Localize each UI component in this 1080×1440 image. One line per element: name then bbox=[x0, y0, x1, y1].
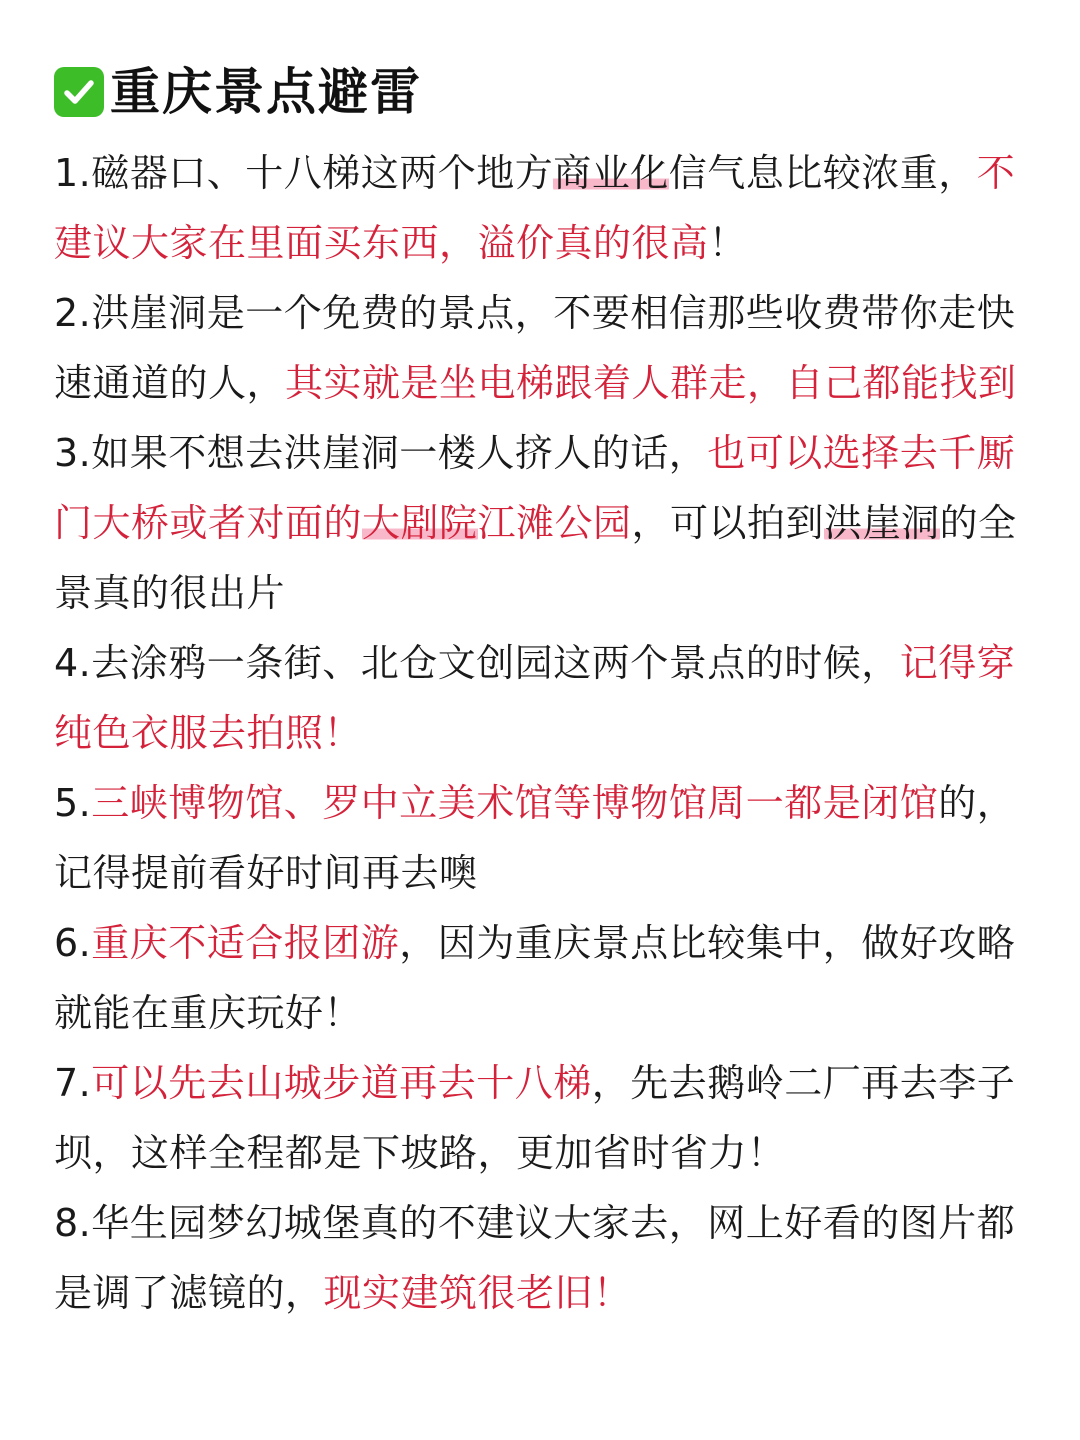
tip-text: 的全景真的很出片 bbox=[54, 501, 1017, 615]
tip-item-8 bbox=[54, 1188, 1034, 1328]
tip-text: 1.磁器口、十八梯这两个地方 bbox=[54, 151, 554, 195]
tip-text: ，可以拍到 bbox=[631, 501, 825, 545]
tip-text: 6. bbox=[54, 921, 92, 965]
emphasis-text: 也可以选择去千厮门大桥或者对面的 bbox=[54, 431, 1016, 545]
page-title: 重庆景点避雷 bbox=[110, 63, 422, 121]
tip-text: 8.华生园梦幻城堡真的不建议大家去，网上好看的图片都是调了滤镜的， bbox=[54, 1201, 1016, 1315]
tip-text: 3.如果不想去洪崖洞一楼人挤人的话， bbox=[54, 431, 708, 475]
tip-text: ！ bbox=[708, 221, 748, 265]
tip-text: ，因为重庆景点比较集中，做好攻略就能在重庆玩好！ bbox=[54, 921, 1016, 1035]
tip-item-1 bbox=[54, 138, 1034, 278]
title-row bbox=[54, 60, 422, 124]
tip-text: 7. bbox=[54, 1061, 92, 1105]
emphasis-text: 现实建筑很老旧！ bbox=[323, 1271, 632, 1315]
tip-text: 4.去涂鸦一条街、北仓文创园这两个景点的时候， bbox=[54, 641, 900, 685]
emphasis-text: 记得穿纯色衣服去拍照！ bbox=[54, 641, 1016, 755]
highlighted-emphasis-text: 大剧院 bbox=[362, 501, 478, 545]
tip-text: 的，记得提前看好时间再去噢 bbox=[54, 781, 1016, 895]
tip-text: 2.洪崖洞是一个免费的景点，不要相信那些收费带你走快速通道的人， bbox=[54, 291, 1016, 405]
tip-item-7 bbox=[54, 1048, 1034, 1188]
tips-list bbox=[54, 138, 1034, 1328]
emphasis-text: 重庆不适合报团游 bbox=[91, 921, 400, 965]
tip-text: 5. bbox=[54, 781, 92, 825]
emphasis-text: 江滩公园 bbox=[477, 501, 632, 545]
tip-text: 信气息比较浓重， bbox=[668, 151, 977, 195]
emphasis-text: 其实就是坐电梯跟着人群走，自己都能找到 bbox=[285, 361, 1017, 405]
tip-item-5 bbox=[54, 768, 1034, 908]
tip-item-4 bbox=[54, 628, 1034, 768]
tip-text: ，先去鹅岭二厂再去李子坝，这样全程都是下坡路，更加省时省力！ bbox=[54, 1061, 1016, 1175]
tip-item-2 bbox=[54, 278, 1034, 418]
check-mark-button-icon bbox=[54, 67, 104, 117]
highlighted-text: 洪崖洞 bbox=[824, 501, 940, 545]
tip-item-6 bbox=[54, 908, 1034, 1048]
emphasis-text: 可以先去山城步道再去十八梯 bbox=[91, 1061, 592, 1105]
highlighted-text: 商业化 bbox=[553, 151, 669, 195]
emphasis-text: 三峡博物馆、罗中立美术馆等博物馆周一都是闭馆 bbox=[91, 781, 939, 825]
emphasis-text: 不建议大家在里面买东西，溢价真的很高 bbox=[54, 151, 1016, 265]
tip-item-3 bbox=[54, 418, 1034, 628]
